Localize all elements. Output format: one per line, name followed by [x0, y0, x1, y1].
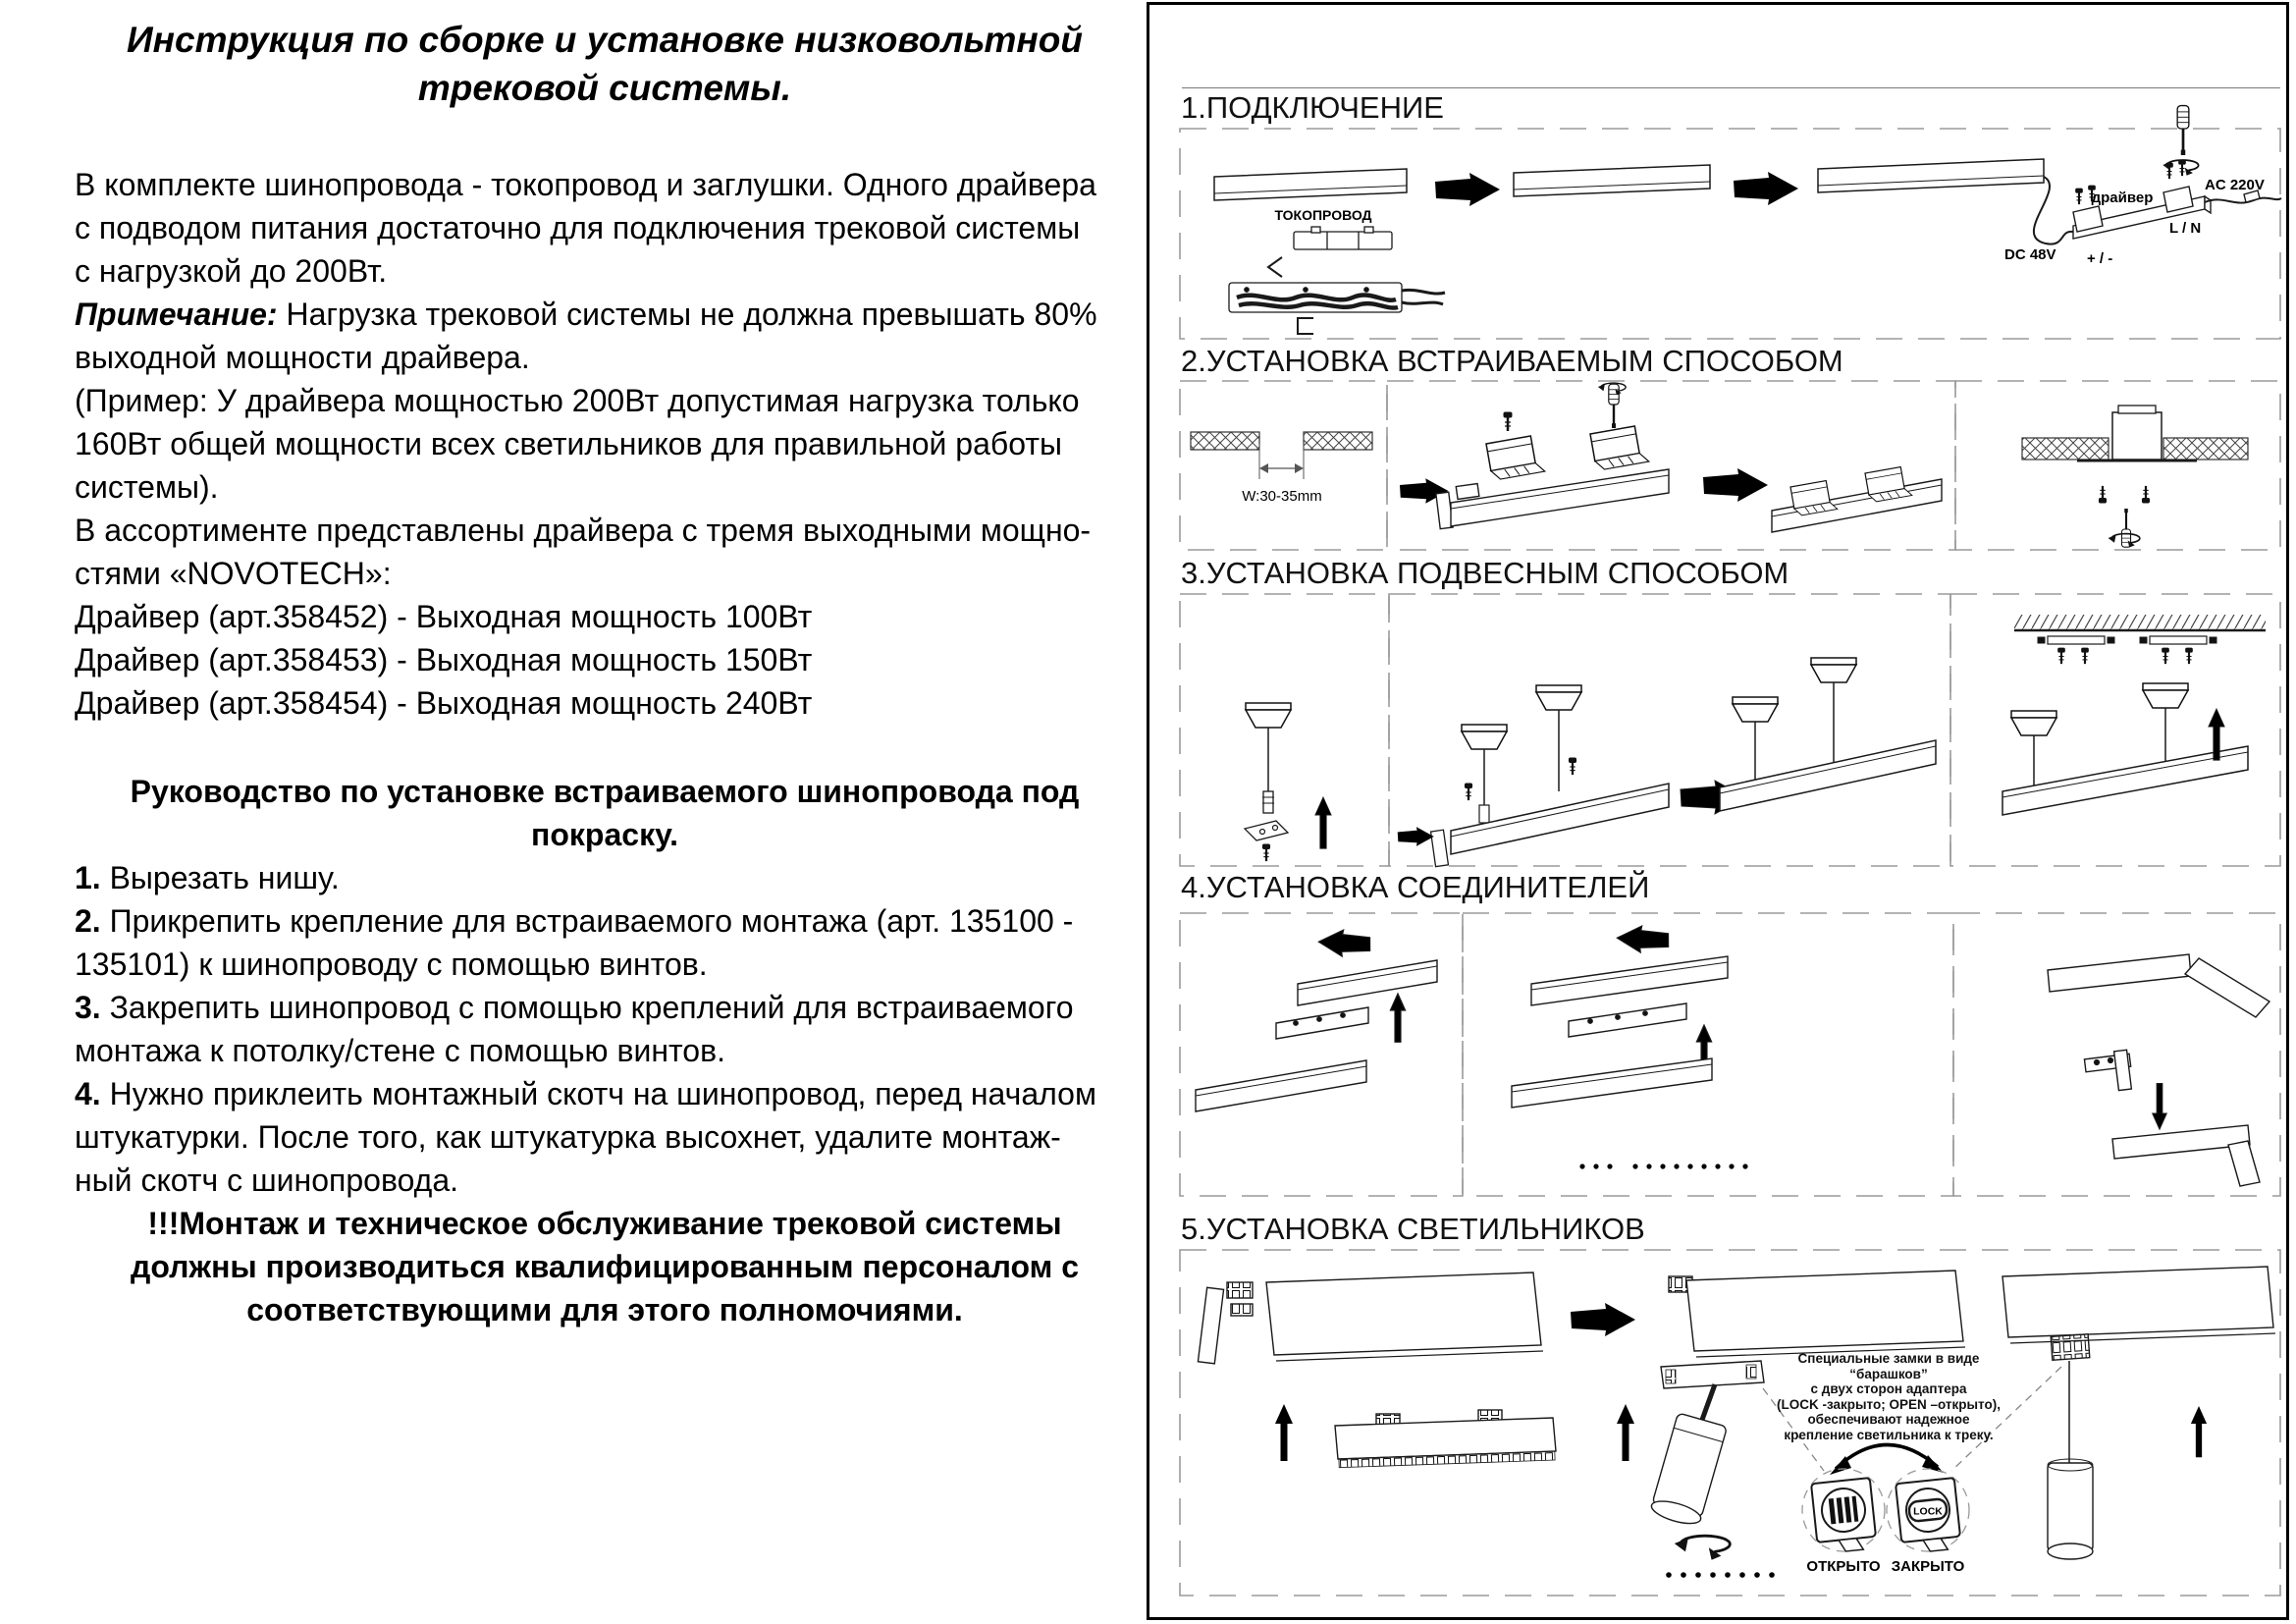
text-line: В комплекте шинопровода - токопровод и заглушки. Одного драйвера [75, 167, 1096, 202]
arrow-up-icon [1275, 1404, 1293, 1461]
text-line: В ассортименте представлены драйвера с тремя выходными мощно- [75, 513, 1092, 548]
closed-label: ЗАКРЫТО [1891, 1558, 1965, 1575]
lock-note-line: крепление светильника к треку. [1784, 1427, 1994, 1442]
section-3-heading: 3.УСТАНОВКА ПОДВЕСНЫМ СПОСОБОМ [1181, 556, 1789, 590]
text-line: штукатурки. После того, как штукатурка высохнет, удалите монтаж- [75, 1119, 1061, 1155]
text-line: 2. Прикрепить крепление для встраиваемого монтажа (арт. 135100 - [75, 903, 1074, 939]
driver-label: драйвер [2091, 189, 2154, 206]
suspend-attach-diagram [1398, 658, 1936, 867]
arrow-up-icon [1617, 1404, 1634, 1461]
text-line: трековой системы. [417, 68, 792, 108]
lock-note-line: обеспечивают надежное [1807, 1412, 1970, 1427]
curved-double-arrow-icon [1836, 1444, 1938, 1469]
pendant-luminaire [2002, 1267, 2275, 1559]
text-line: 135101) к шинопроводу с помощью винтов. [75, 947, 708, 982]
tokoprovod-label: ТОКОПРОВОД [1274, 207, 1372, 223]
text-line: Драйвер (арт.358452) - Выходная мощность 100Вт [75, 599, 813, 634]
plusminus-label: + / - [2087, 250, 2113, 267]
suspension-kit-diagram [1245, 703, 1331, 861]
section-4-heading: 4.УСТАНОВКА СОЕДИНИТЕЛЕЙ [1181, 870, 1650, 904]
lock-note-line: Специальные замки в виде “барашков” [1797, 1351, 1980, 1381]
text-line: соответствующими для этого полномочиями. [246, 1292, 963, 1327]
lock-note-line: (LOCK -закрыто; OPEN –открыто), [1777, 1396, 2001, 1412]
diagram-connection [1178, 86, 2282, 342]
text-line: 160Вт общей мощности всех светильников для правильной работы [75, 426, 1062, 461]
text-line: монтажа к потолку/стене с помощью винтов. [75, 1033, 725, 1068]
suspended-final-diagram [2002, 615, 2266, 815]
track-endcap-diagram [1198, 1272, 1543, 1364]
lock-dial-open [1802, 1469, 1885, 1554]
track-segment-2 [1514, 165, 1710, 196]
diagram-suspended-mounting [1178, 591, 2282, 869]
track-assembled-diagram [1669, 1271, 1965, 1357]
arrow-right-icon [1435, 173, 1500, 206]
lock-text: LOCK [1913, 1505, 1943, 1518]
arrow-right-icon [1734, 172, 1798, 205]
ln-label: L / N [2169, 220, 2202, 237]
text-line: системы). [75, 469, 219, 505]
text-line: Драйвер (арт.358454) - Выходная мощность 240Вт [75, 685, 813, 721]
text-line: !!!Монтаж и техническое обслуживание трековой системы [147, 1206, 1062, 1241]
corner-connector-diagram [2048, 954, 2269, 1186]
lock-note [1765, 1351, 2012, 1442]
text-line: Руководство по установке встраиваемого шинопровода под [130, 774, 1080, 809]
text-line: Драйвер (арт.358453) - Выходная мощность 150Вт [75, 642, 813, 677]
dc-label: DC 48V [2004, 246, 2056, 263]
linear-connector-diagram-2 [1512, 925, 1748, 1169]
diagram-luminaires [1178, 1247, 2282, 1598]
open-label: ОТКРЫТО [1806, 1558, 1881, 1575]
ellipsis-dots [1579, 1164, 1747, 1168]
linear-luminaire [1335, 1410, 1556, 1468]
rotate-arrows-icon [1675, 1536, 1731, 1560]
arrow-right-icon [1571, 1303, 1635, 1336]
section-5-heading: 5.УСТАНОВКА СВЕТИЛЬНИКОВ [1181, 1212, 1645, 1246]
ellipsis-dots [1666, 1572, 1775, 1578]
text-line: выходной мощности драйвера. [75, 340, 530, 375]
text-line: Примечание: Нагрузка трековой системы не должна превышать 80% [75, 297, 1097, 332]
text-line: (Пример: У драйвера мощностью 200Вт допустимая нагрузка только [75, 383, 1080, 418]
text-line: Инструкция по сборке и установке низковольтной [127, 20, 1083, 60]
text-line: 3. Закрепить шинопровод с помощью креплений для встраиваемого [75, 990, 1074, 1025]
text-line: стями «NOVOTECH»: [75, 556, 392, 591]
text-line: должны производиться квалифицированным персоналом с [131, 1249, 1079, 1284]
power-feed-closeup [1229, 227, 1445, 334]
track-segment-1 [1214, 169, 1407, 200]
text-line: ный скотч с шинопровода. [75, 1163, 459, 1198]
screw-icon [2076, 189, 2083, 204]
track-segment-3 [1818, 159, 2044, 192]
section-2-heading: 2.УСТАНОВКА ВСТРАИВАЕМЫМ СПОСОБОМ [1181, 344, 1843, 378]
diagram-connectors [1178, 910, 2282, 1199]
section-1-heading: 1.ПОДКЛЮЧЕНИЕ [1181, 90, 1444, 125]
cutout-width-label: W:30-35mm [1242, 488, 1322, 505]
lock-dial-closed [1887, 1469, 1969, 1554]
spot-luminaire [1649, 1361, 1764, 1528]
text-line: с нагрузкой до 200Вт. [75, 253, 388, 289]
arrow-up-icon [2191, 1406, 2207, 1457]
text-line: 1. Вырезать нишу. [75, 860, 340, 895]
screw-icon [2179, 160, 2186, 176]
text-line: покраску. [531, 817, 678, 852]
left-column [75, 16, 1135, 1331]
diagram-recessed-mounting [1178, 378, 2282, 552]
screwdriver-icon [2177, 106, 2189, 155]
text-line: с подводом питания достаточно для подключения трековой системы [75, 210, 1081, 245]
ac-label: AC 220V [2205, 177, 2265, 193]
linear-connector-diagram-1 [1196, 929, 1437, 1111]
text-line: 4. Нужно приклеить монтажный скотч на шинопровод, перед началом [75, 1076, 1096, 1111]
lock-note-line: с двух сторон адаптера [1810, 1381, 1967, 1396]
ceiling-cutout-diagram [1191, 432, 1372, 505]
bracket-attach-diagram [1400, 383, 1942, 532]
recessed-cross-section-diagram [2022, 406, 2248, 548]
